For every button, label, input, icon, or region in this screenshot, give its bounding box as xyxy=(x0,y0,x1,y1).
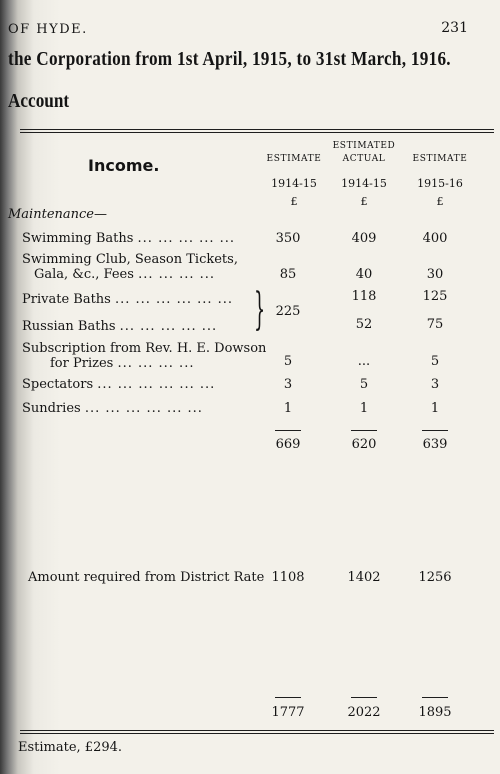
table-cell: ... xyxy=(357,354,371,369)
footer-note: Estimate, £294. xyxy=(18,740,123,755)
top-rule-2 xyxy=(20,132,494,133)
table-row-label: Spectators ... ... ... ... ... ... xyxy=(22,377,216,392)
table-cell: 125 xyxy=(422,289,448,304)
column-year-1: 1914-15 xyxy=(271,177,317,190)
table-cell: 75 xyxy=(426,317,444,332)
subtotal-cell: 669 xyxy=(275,437,301,452)
table-cell: 400 xyxy=(422,231,448,246)
column-year-2: 1914-15 xyxy=(341,177,387,190)
table-cell: 30 xyxy=(426,267,444,282)
brace-bracket: } xyxy=(254,284,266,335)
table-cell: 85 xyxy=(279,267,297,282)
table-cell: 409 xyxy=(351,231,377,246)
table-row-label-continued: Gala, &c., Fees ... ... ... ... xyxy=(34,267,216,282)
table-row-label: Russian Baths ... ... ... ... ... xyxy=(22,319,218,334)
bottom-rule-1 xyxy=(20,730,494,731)
table-row-label: Private Baths ... ... ... ... ... ... xyxy=(22,292,234,307)
column-heading-estimate-1914: ESTIMATE xyxy=(266,154,322,164)
column-unit-3: £ xyxy=(436,195,444,208)
table-cell: 52 xyxy=(355,317,373,332)
table-cell: 350 xyxy=(275,231,301,246)
column-unit-1: £ xyxy=(290,195,298,208)
page-title: the Corporation from 1st April, 1915, to 31st March, 1916. xyxy=(8,48,451,70)
subtotal-rule xyxy=(422,430,448,431)
page-number: 231 xyxy=(441,20,468,36)
column-heading-estimated-actual: ESTIMATED ACTUAL xyxy=(332,141,396,164)
table-cell: 1 xyxy=(359,401,369,416)
total-cell: 2022 xyxy=(347,705,381,720)
subtotal-rule xyxy=(351,430,377,431)
income-heading: Income. xyxy=(88,156,160,175)
subtotal-cell: 620 xyxy=(351,437,377,452)
table-cell: 1 xyxy=(430,401,440,416)
table-cell-combined: 225 xyxy=(275,304,301,319)
district-rate-label: Amount required from District Rate xyxy=(28,570,265,585)
bottom-rule-2 xyxy=(20,733,494,734)
top-rule-1 xyxy=(20,129,494,130)
running-head: OF HYDE. xyxy=(8,22,88,37)
table-row-label: Subscription from Rev. H. E. Dowson xyxy=(22,341,267,356)
table-cell: 5 xyxy=(359,377,369,392)
column-heading-estimate-1915: ESTIMATE xyxy=(412,154,468,164)
table-cell: 118 xyxy=(351,289,377,304)
total-rule xyxy=(351,697,377,698)
table-row-label: Swimming Club, Season Tickets, xyxy=(22,252,238,267)
subtotal-cell: 639 xyxy=(422,437,448,452)
column-unit-2: £ xyxy=(360,195,368,208)
table-row-label: Sundries ... ... ... ... ... ... xyxy=(22,401,203,416)
district-rate-cell: 1402 xyxy=(347,570,381,585)
section-label-maintenance: Maintenance— xyxy=(8,207,107,222)
table-cell: 5 xyxy=(430,354,440,369)
total-rule xyxy=(275,697,301,698)
table-row-label-continued: for Prizes ... ... ... ... xyxy=(50,356,195,371)
total-cell: 1895 xyxy=(418,705,452,720)
table-cell: 1 xyxy=(283,401,293,416)
page-subtitle: Account xyxy=(8,90,70,112)
table-row-label: Swimming Baths ... ... ... ... ... xyxy=(22,231,236,246)
subtotal-rule xyxy=(275,430,301,431)
table-cell: 3 xyxy=(283,377,293,392)
table-cell: 5 xyxy=(283,354,293,369)
total-rule xyxy=(422,697,448,698)
total-cell: 1777 xyxy=(271,705,305,720)
district-rate-cell: 1256 xyxy=(418,570,452,585)
table-cell: 40 xyxy=(355,267,373,282)
column-year-3: 1915-16 xyxy=(417,177,463,190)
district-rate-cell: 1108 xyxy=(271,570,305,585)
table-cell: 3 xyxy=(430,377,440,392)
